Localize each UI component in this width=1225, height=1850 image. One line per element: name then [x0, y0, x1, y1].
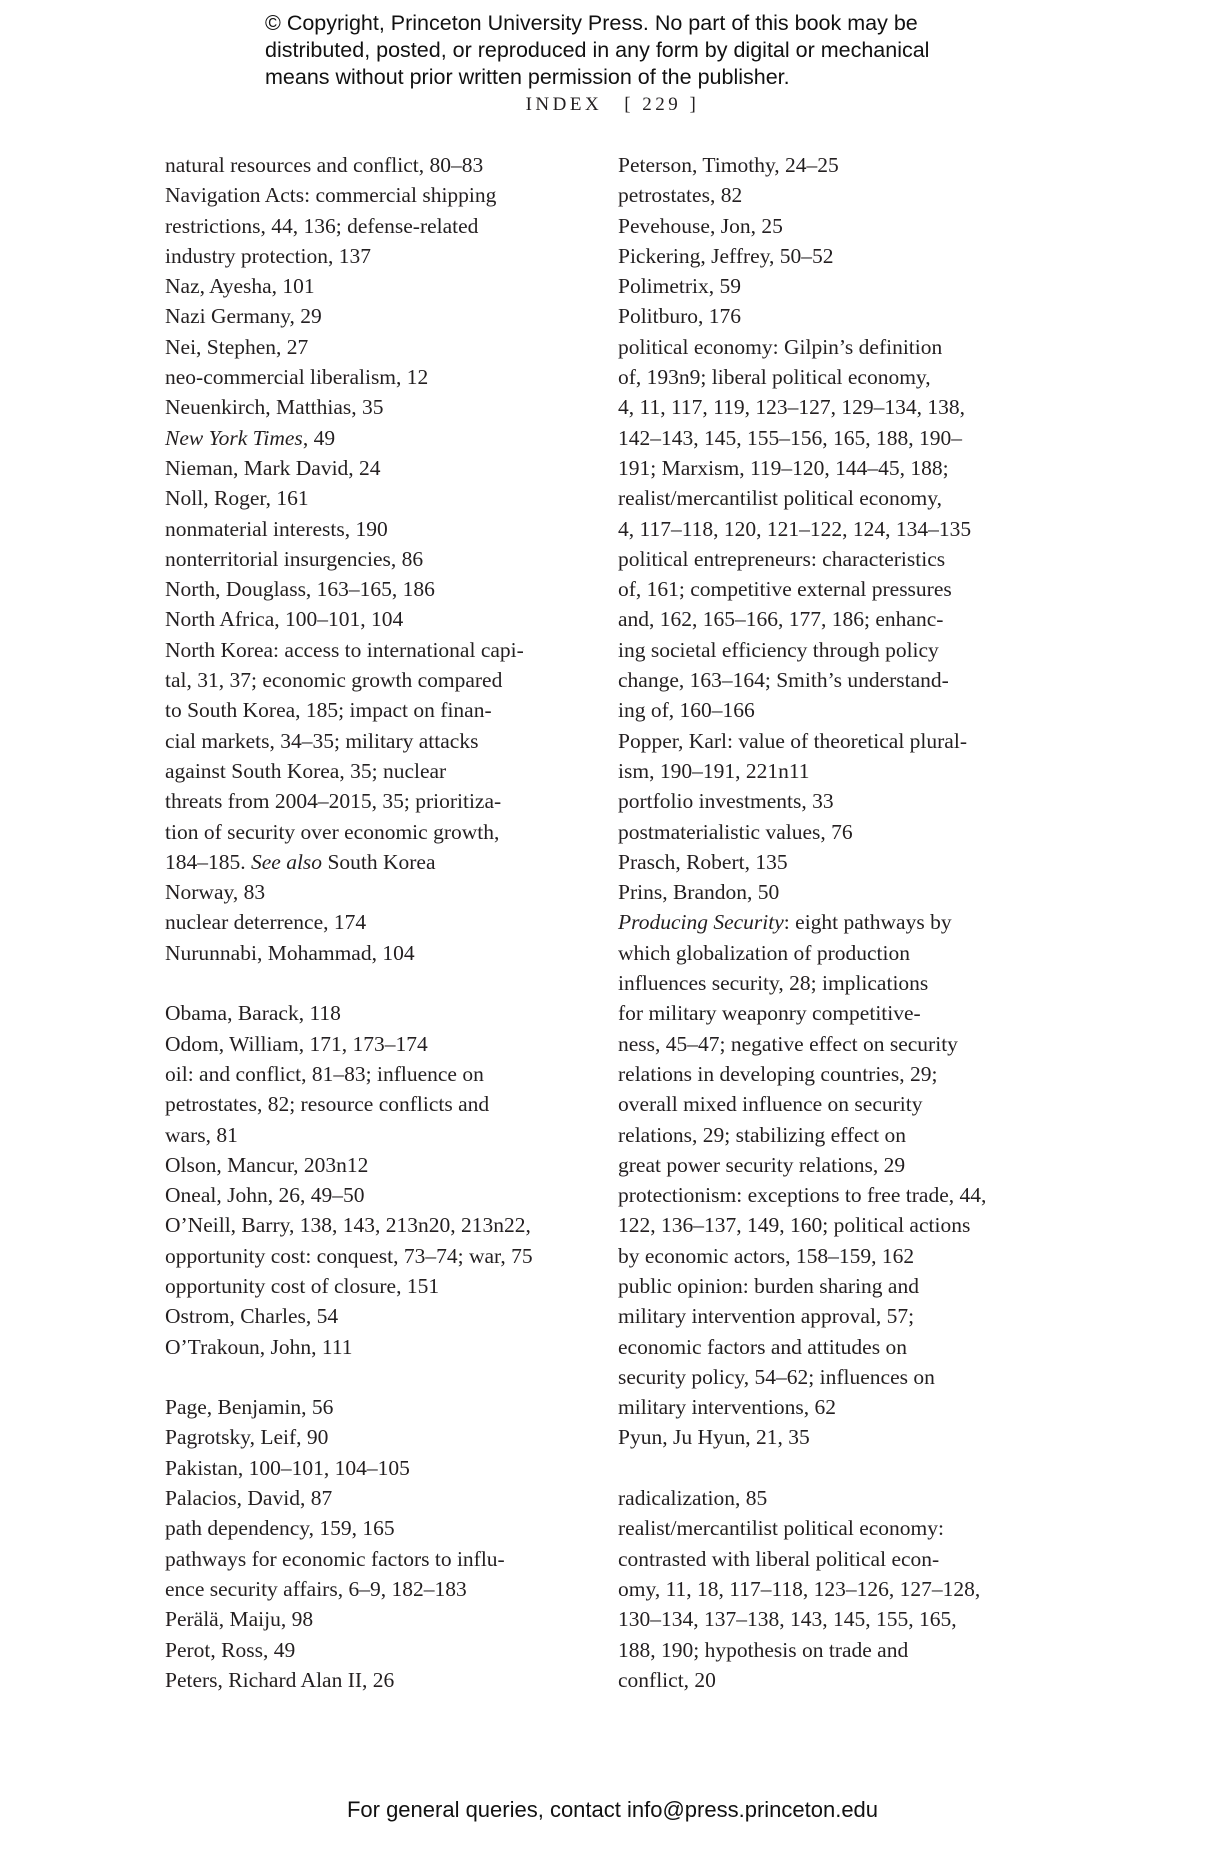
index-entry: O’Trakoun, John, 111 [165, 1334, 353, 1359]
index-entry: Perot, Ross, 49 [165, 1637, 296, 1662]
index-entry: Peters, Richard Alan II, 26 [165, 1667, 395, 1692]
index-entry: Popper, Karl: value of theoretical plural- ism, 190–191, 221n11 [618, 728, 967, 783]
index-entry: North Korea: access to international capi- tal, 31, 37; economic growth compared to South Korea, 185; impact on finan- cial markets, 34–35; military attacks against South Korea, 35; nuclear threats from 2004–2015, 35; prioritiza- tion of security over economic growth, 184–185. See also South Korea [165, 637, 524, 874]
index-entry: Noll, Roger, 161 [165, 486, 309, 511]
index-entry: pathways for economic factors to influ- ence security affairs, 6–9, 182–183 [165, 1546, 505, 1601]
index-entry: North Africa, 100–101, 104 [165, 607, 404, 632]
index-column-left [165, 150, 585, 1695]
index-entry: Navigation Acts: commercial shipping restrictions, 44, 136; defense-related industry protection, 137 [165, 183, 497, 268]
index-entry: Pyun, Ju Hyun, 21, 35 [618, 1425, 810, 1450]
index-entry: Naz, Ayesha, 101 [165, 274, 315, 299]
index-entry: Nurunnabi, Mohammad, 104 [165, 940, 415, 965]
index-entry: Oneal, John, 26, 49–50 [165, 1183, 365, 1208]
copyright-line: means without prior written permission of the publisher. [265, 65, 790, 89]
index-entry: Page, Benjamin, 56 [165, 1395, 334, 1420]
index-entry: Prasch, Robert, 135 [618, 849, 788, 874]
index-entry: O’Neill, Barry, 138, 143, 213n20, 213n22, [165, 1213, 531, 1238]
index-entry: North, Douglass, 163–165, 186 [165, 577, 435, 602]
index-entry: oil: and conflict, 81–83; influence on petrostates, 82; resource conflicts and wars, 81 [165, 1061, 490, 1147]
index-entry: Pagrotsky, Leif, 90 [165, 1425, 329, 1450]
index-entry: opportunity cost of closure, 151 [165, 1273, 440, 1298]
copyright-notice [265, 10, 1025, 91]
index-entry: Nazi Germany, 29 [165, 304, 322, 329]
index-entry: neo-commercial liberalism, 12 [165, 365, 429, 390]
index-entry: Pakistan, 100–101, 104–105 [165, 1455, 410, 1480]
index-entry: Olson, Mancur, 203n12 [165, 1152, 369, 1177]
index-entry: nonterritorial insurgencies, 86 [165, 546, 424, 571]
index-entry: natural resources and conflict, 80–83 [165, 153, 484, 177]
copyright-line: distributed, posted, or reproduced in any form by digital or mechanical [265, 38, 930, 62]
index-entry: Norway, 83 [165, 880, 266, 905]
index-entry: political entrepreneurs: characteristics of, 161; competitive external pressures and, 162, 165–166, 177, 186; enhanc- ing societal efficiency through policy change, 163–164; Smith’s understand- ing of, 160–166 [618, 546, 952, 723]
index-entry: Politburo, 176 [618, 304, 742, 329]
index-entry: Nei, Stephen, 27 [165, 334, 309, 359]
index-entry: petrostates, 82 [618, 183, 743, 208]
page-number: [ 229 ] [624, 94, 700, 115]
index-entry: Palacios, David, 87 [165, 1486, 333, 1511]
index-entry: opportunity cost: conquest, 73–74; war, 75 [165, 1243, 533, 1268]
index-entry: political economy: Gilpin’s definition of, 193n9; liberal political economy, 4, 11, 117, 119, 123–127, 129–134, 138, 142–143, 145, 155–156, 165, 188, 190– 191; Marxism, 119–120, 144–45, 188; realist/mercantilist political economy, 4, 117–118, 120, 121–122, 124, 134–135 [618, 334, 972, 541]
index-entry: postmaterialistic values, 76 [618, 819, 853, 844]
index-entry: Odom, William, 171, 173–174 [165, 1031, 428, 1056]
index-entry: portfolio investments, 33 [618, 789, 834, 814]
index-entry: Prins, Brandon, 50 [618, 880, 780, 905]
section-break [618, 1453, 1028, 1483]
index-entry: Obama, Barack, 118 [165, 1001, 341, 1026]
footer-contact: For general queries, contact info@press.princeton.edu [346, 1797, 879, 1822]
index-entry: New York Times, 49 [165, 425, 336, 450]
index-entry: Pickering, Jeffrey, 50–52 [618, 243, 834, 268]
running-head [0, 94, 1225, 116]
index-entry: protectionism: exceptions to free trade, 44, 122, 136–137, 149, 160; political actions by economic actors, 158–159, 162 [618, 1183, 987, 1268]
index-entry: path dependency, 159, 165 [165, 1516, 395, 1541]
index-entry: Perälä, Maiju, 98 [165, 1607, 314, 1632]
copyright-line: © Copyright, Princeton University Press. No part of this book may be [265, 11, 918, 35]
section-break [165, 1362, 585, 1392]
index-entry: radicalization, 85 [618, 1486, 768, 1511]
index-entry: Producing Security: eight pathways by which globalization of production influences security, 28; implications for military weaponry competitive- ness, 45–47; negative effect on security relations in developing countries, 29; overall mixed influence on security relations, 29; stabilizing effect on great power security relations, 29 [618, 910, 958, 1177]
running-head-label: INDEX [525, 94, 603, 115]
index-entry: Nieman, Mark David, 24 [165, 455, 381, 480]
index-entry: public opinion: burden sharing and military intervention approval, 57; economic factors and attitudes on security policy, 54–62; influences on military interventions, 62 [618, 1273, 935, 1420]
section-break [165, 968, 585, 998]
index-entry: realist/mercantilist political economy: contrasted with liberal political econ- omy, 11, 18, 117–118, 123–126, 127–128, 130–134, 137–138, 143, 145, 155, 165, 188, 190; hypothesis on trade and conflict, 20 [618, 1516, 981, 1692]
index-entry: Polimetrix, 59 [618, 274, 742, 299]
index-entry: Neuenkirch, Matthias, 35 [165, 395, 384, 420]
index-entry: nonmaterial interests, 190 [165, 516, 388, 541]
index-entry: Peterson, Timothy, 24–25 [618, 153, 839, 177]
index-entry: nuclear deterrence, 174 [165, 910, 367, 935]
index-entry: Ostrom, Charles, 54 [165, 1304, 339, 1329]
index-entry: Pevehouse, Jon, 25 [618, 213, 783, 238]
index-column-right [618, 150, 1028, 1695]
